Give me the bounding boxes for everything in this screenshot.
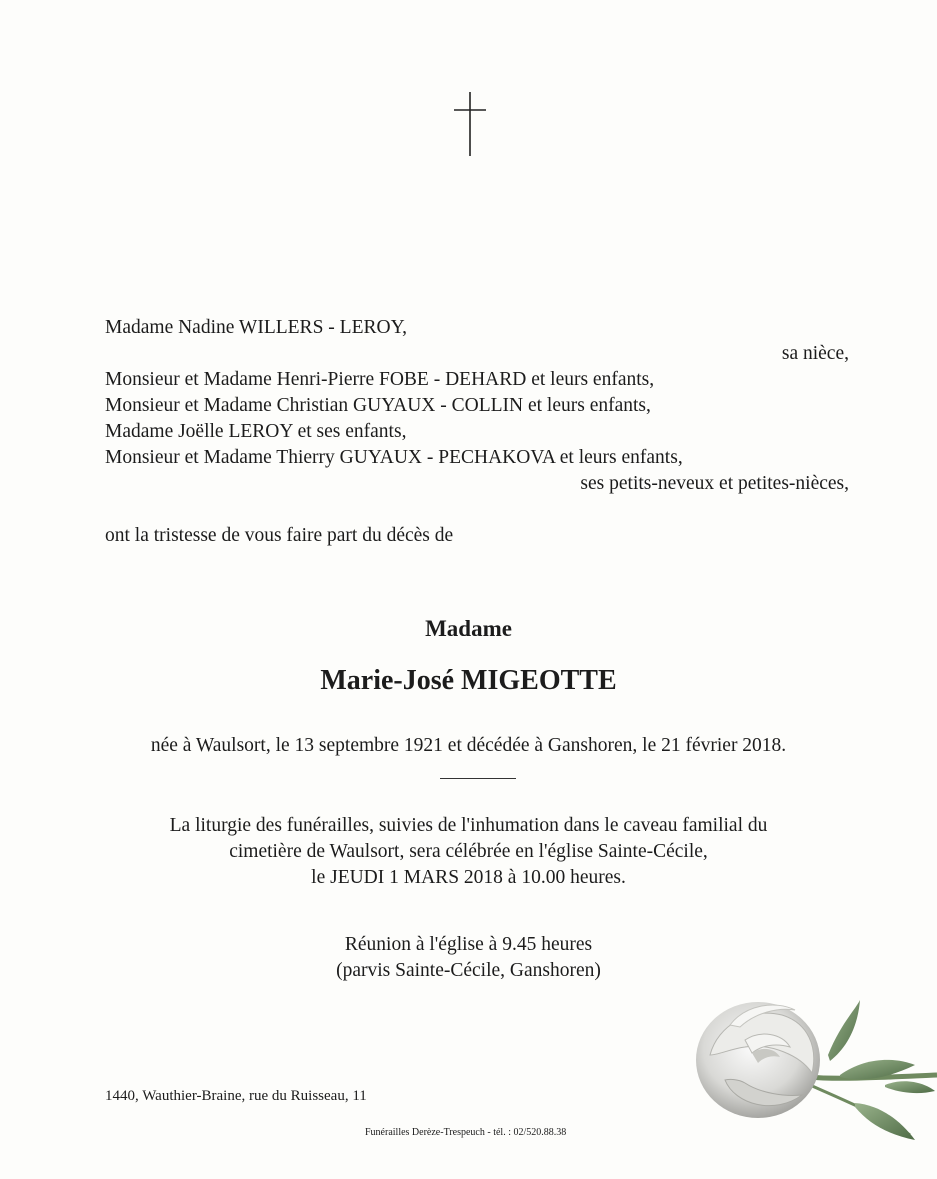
announcement-text: ont la tristesse de vous faire part du décès de [105,525,454,546]
family-line-5: Monsieur et Madame Thierry GUYAUX - PECHAKOVA et leurs enfants, [105,447,683,468]
meeting-line-1: Réunion à l'église à 9.45 heures [344,934,593,955]
family-relation-niece: sa nièce, [781,343,849,364]
divider-line [440,778,516,779]
meeting-line-2: (parvis Sainte-Cécile, Ganshoren) [336,960,601,981]
deceased-name: Marie-José MIGEOTTE [320,665,617,696]
white-rose-image [690,985,937,1160]
deceased-title: Madame [425,616,512,641]
ceremony-line-1: La liturgie des funérailles, suivies de l'inhumation dans le caveau familial du [169,815,768,836]
ceremony-line-2: cimetière de Waulsort, sera célébrée en l'église Sainte-Cécile, [229,841,708,862]
family-line-2: Monsieur et Madame Henri-Pierre FOBE - DEHARD et leurs enfants, [105,369,655,390]
family-relation-grand-nephews: ses petits-neveux et petites-nièces, [580,473,849,494]
family-line-1: Madame Nadine WILLERS - LEROY, [105,317,408,338]
birth-death-dates: née à Waulsort, le 13 septembre 1921 et décédée à Ganshoren, le 21 février 2018. [150,735,787,756]
family-line-3: Monsieur et Madame Christian GUYAUX - COLLIN et leurs enfants, [105,395,651,416]
ceremony-line-3: le JEUDI 1 MARS 2018 à 10.00 heures. [311,867,626,888]
funeral-home-footer: Funérailles Derèze-Trespeuch - tél. : 02/520.88.38 [365,1127,567,1138]
family-line-4: Madame Joëlle LEROY et ses enfants, [105,421,407,442]
cross-icon [450,90,490,158]
address-text: 1440, Wauthier-Braine, rue du Ruisseau, 11 [105,1088,367,1104]
